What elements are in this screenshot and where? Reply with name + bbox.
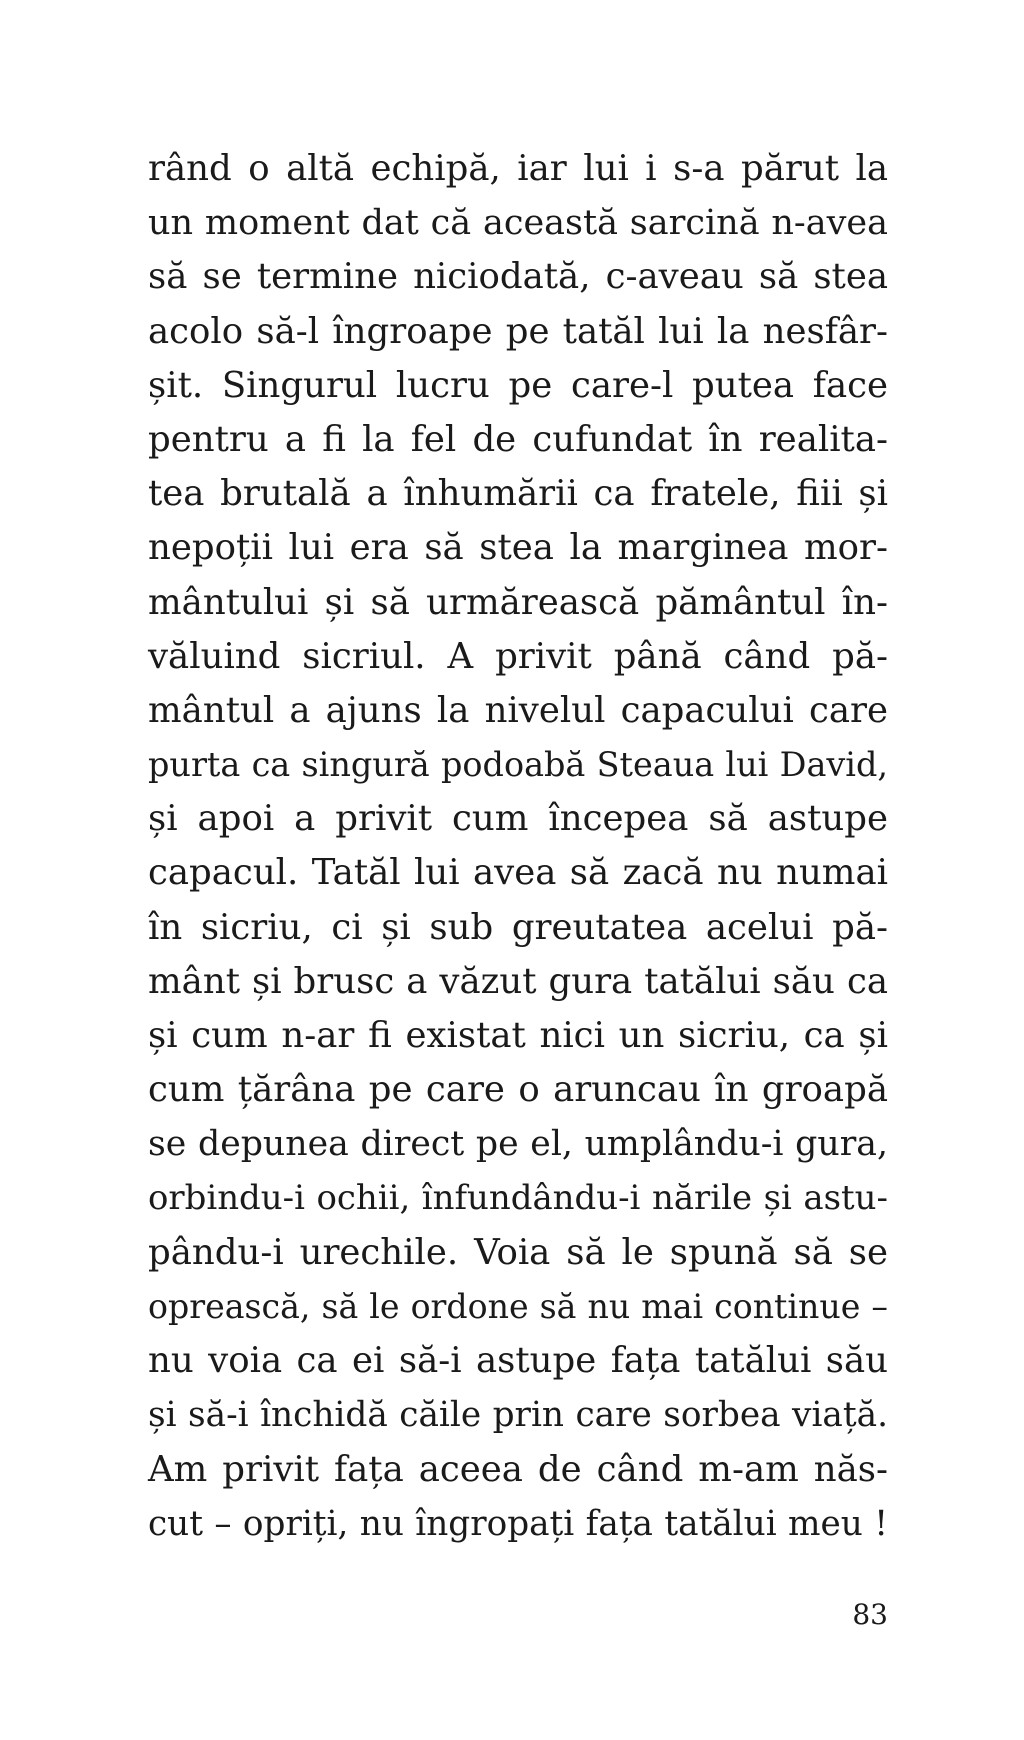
text-line: un moment dat că această sarcină n-avea (148, 202, 888, 244)
text-line: și apoi a privit cum începea să astupe (148, 798, 888, 840)
page-number: 83 (852, 1598, 888, 1631)
text-line: purta ca singură podoabă Steaua lui David, (148, 745, 888, 785)
body-text (148, 142, 888, 1551)
text-line: nepoții lui era să stea la marginea mor- (148, 527, 888, 569)
text-line: oprească, să le ordone să nu mai continue – (148, 1286, 888, 1326)
text-line: cut – opriți, nu îngropați fața tatălui meu ! (148, 1503, 888, 1544)
text-line: în sicriu, ci și sub greutatea acelui pă- (148, 906, 888, 948)
text-line: să se termine niciodată, c-aveau să stea (148, 256, 888, 298)
text-line: tea brutală a înhumării ca fratele, fiii și (148, 473, 888, 515)
text-line: mântului și să urmărească pământul în- (148, 581, 888, 623)
text-line: se depunea direct pe el, umplându-i gura, (148, 1124, 888, 1165)
text-line: și cum n-ar fi existat nici un sicriu, ca și (148, 1015, 888, 1056)
text-line: pându-i urechile. Voia să le spună să se (148, 1231, 888, 1273)
text-line: Am privit fața aceea de când m-am năs- (148, 1448, 888, 1490)
text-line: mântul a ajuns la nivelul capacului care (148, 689, 888, 731)
text-line: șit. Singurul lucru pe care-l putea face (148, 364, 888, 406)
text-line: capacul. Tatăl lui avea să zacă nu numai (148, 852, 888, 894)
text-line: și să-i închidă căile prin care sorbea viață. (148, 1395, 888, 1436)
text-line: acolo să-l îngroape pe tatăl lui la nesfâr- (148, 310, 888, 352)
text-line: cum țărâna pe care o aruncau în groapă (148, 1069, 888, 1111)
text-line: pentru a fi la fel de cufundat în realita- (148, 418, 888, 460)
text-line: orbindu-i ochii, înfundându-i nările și astu- (148, 1178, 888, 1218)
text-line: rând o altă echipă, iar lui i s-a părut la (148, 148, 888, 189)
text-line: mânt și brusc a văzut gura tatălui său ca (148, 960, 888, 1002)
text-line: nu voia ca ei să-i astupe fața tatălui său (148, 1340, 888, 1382)
text-line: văluind sicriul. A privit până când pă- (148, 635, 888, 677)
